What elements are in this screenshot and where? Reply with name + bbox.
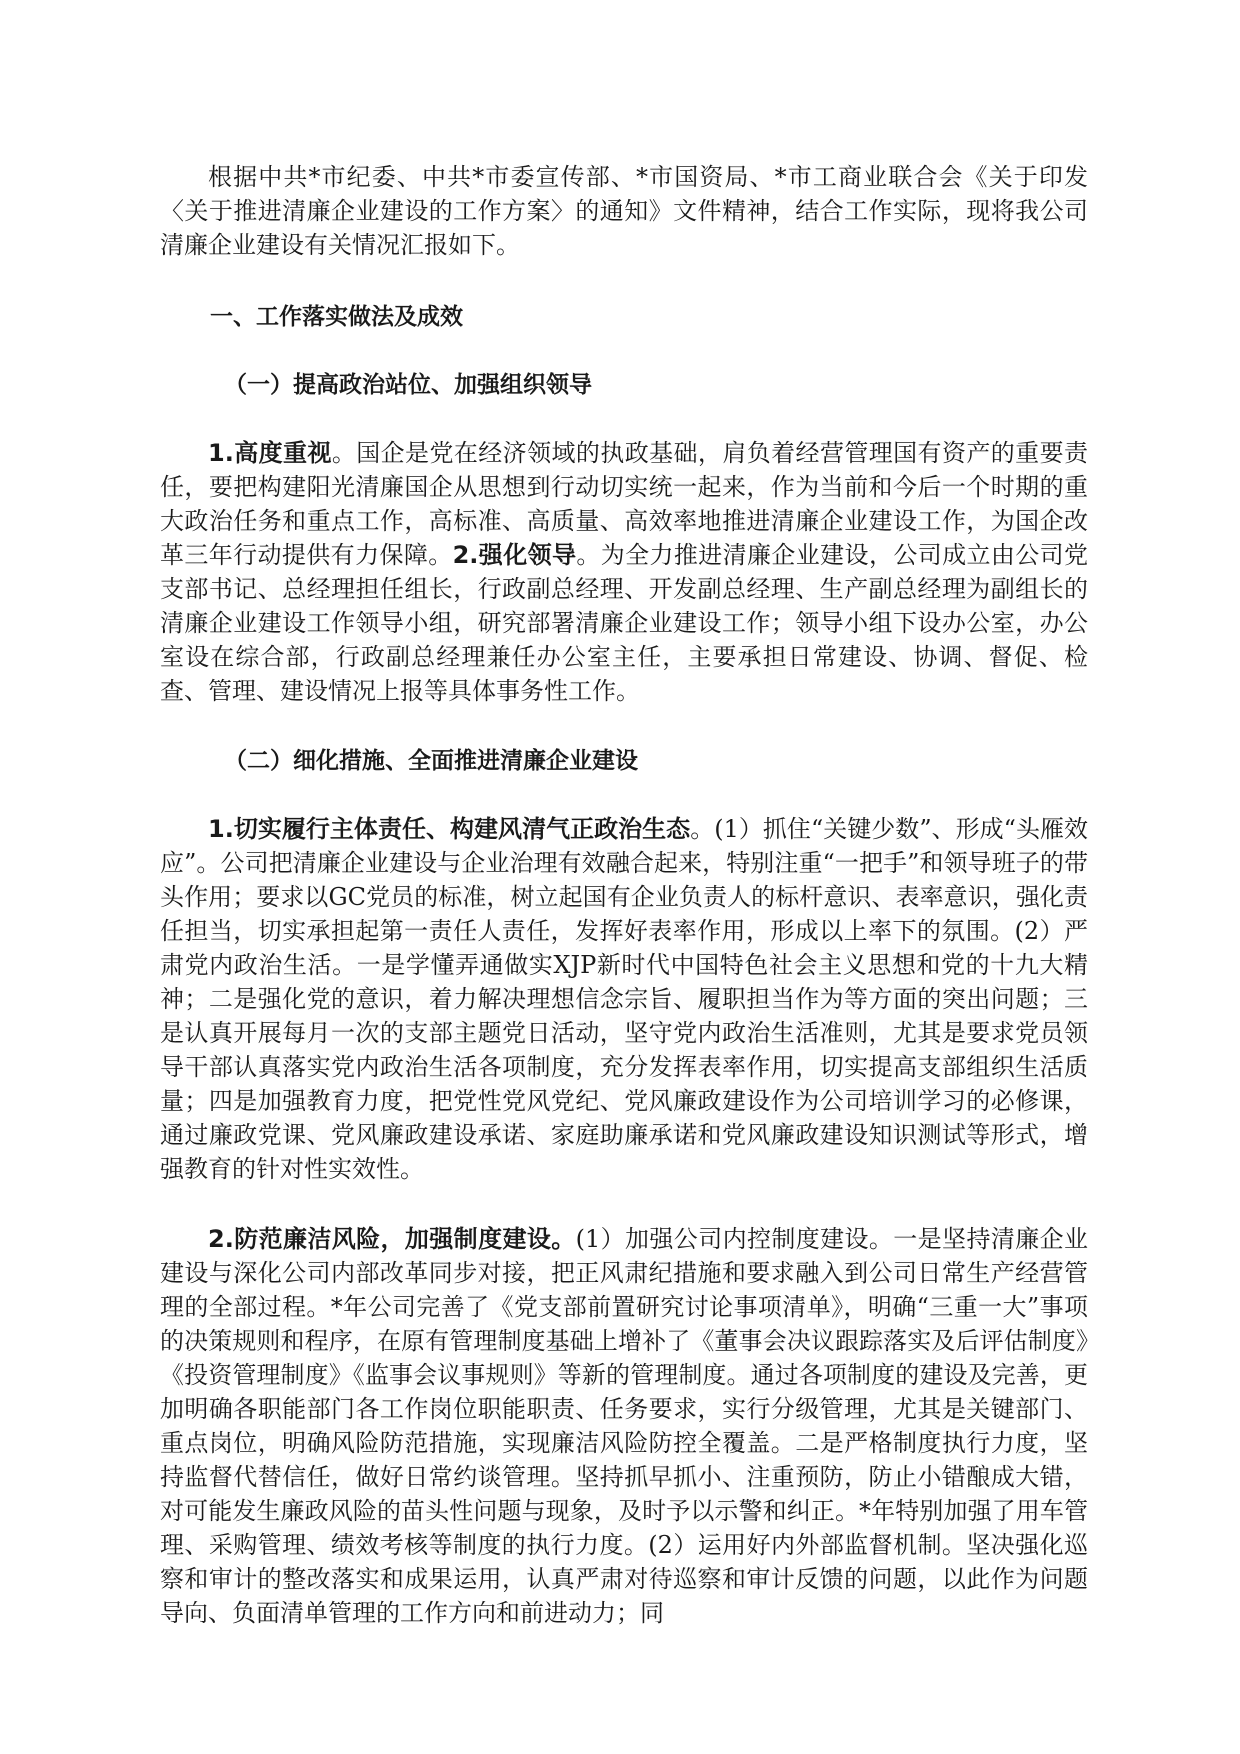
subsection-1-paragraph xyxy=(160,436,1088,708)
item-lead-main-responsibility: 1.切实履行主体责任、构建风清气正政治生态 xyxy=(208,815,691,843)
item-lead-high-attention: 1.高度重视 xyxy=(208,439,332,467)
item-lead-strengthen-leadership: 2.强化领导 xyxy=(452,541,577,569)
subsection-heading-1: （一）提高政治站位、加强组织领导 xyxy=(224,372,592,398)
subsection-heading-2: （二）细化措施、全面推进清廉企业建设 xyxy=(224,748,638,774)
document-page xyxy=(160,160,1088,1630)
section-heading-1: 一、工作落实做法及成效 xyxy=(210,304,463,330)
item-text-integrity-risk: (1）加强公司内控制度建设。一是坚持清廉企业建设与深化公司内部改革同步对接，把正风肃纪措施和要求融入到公司日常生产经营管理的全部过程。*年公司完善了《党支部前置研究讨论事项清单》，明确“三重一大”事项的决策规则和程序，在原有管理制度基础上增补了《董事会决议跟踪落实及后评估制度》《投资管理制度》《监事会议事规则》等新的管理制度。通过各项制度的建设及完善，更加明确各职能部门各工作岗位职能职责、任务要求，实行分级管理，尤其是关键部门、重点岗位，明确风险防范措施，实现廉洁风险防控全覆盖。二是严格制度执行力度，坚持监督代替信任，做好日常约谈管理。坚持抓早抓小、注重预防，防止小错酿成大错，对可能发生廉政风险的苗头性问题与现象，及时予以示警和纠正。*年特别加强了用车管理、采购管理、绩效考核等制度的执行力度。(2）运用好内外部监督机制。坚决强化巡察和审计的整改落实和成果运用，认真严肃对待巡察和审计反馈的问题，以此作为问题导向、负面清单管理的工作方向和前进动力；同 xyxy=(160,1225,1088,1627)
subsection-2-paragraph-1 xyxy=(160,812,1088,1186)
intro-paragraph: 根据中共*市纪委、中共*市委宣传部、*市国资局、*市工商业联合会《关于印发〈关于推进清廉企业建设的工作方案〉的通知》文件精神，结合工作实际，现将我公司清廉企业建设有关情况汇报如下。 xyxy=(160,163,1088,259)
item-text-main-responsibility: 。(1）抓住“关键少数”、形成“头雁效应”。公司把清廉企业建设与企业治理有效融合起来，特别注重“一把手”和领导班子的带头作用；要求以GC党员的标准，树立起国有企业负责人的标杆意识、表率意识，强化责任担当，切实承担起第一责任人责任，发挥好表率作用，形成以上率下的氛围。(2）严肃党内政治生活。一是学懂弄通做实XJP新时代中国特色社会主义思想和党的十九大精神；二是强化党的意识，着力解决理想信念宗旨、履职担当作为等方面的突出问题；三是认真开展每月一次的支部主题党日活动，坚守党内政治生活准则，尤其是要求党员领导干部认真落实党内政治生活各项制度，充分发挥表率作用，切实提高支部组织生活质量；四是加强教育力度，把党性党风党纪、党风廉政建设作为公司培训学习的必修课，通过廉政党课、党风廉政建设承诺、家庭助廉承诺和党风廉政建设知识测试等形式，增强教育的针对性实效性。 xyxy=(160,815,1088,1183)
item-lead-integrity-risk: 2.防范廉洁风险，加强制度建设。 xyxy=(208,1225,576,1253)
item-text-strengthen-leadership: 。为全力推进清廉企业建设，公司成立由公司党支部书记、总经理担任组长，行政副总经理、开发副总经理、生产副总经理为副组长的清廉企业建设工作领导小组，研究部署清廉企业建设工作；领导小组下设办公室，办公室设在综合部，行政副总经理兼任办公室主任，主要承担日常建设、协调、督促、检查、管理、建设情况上报等具体事务性工作。 xyxy=(160,541,1089,705)
item-text-high-attention: 。国企是党在经济领域的执政基础，肩负着经营管理国有资产的重要责任，要把构建阳光清廉国企从思想到行动切实统一起来，作为当前和今后一个时期的重大政治任务和重点工作，高标准、高质量、高效率地推进清廉企业建设工作，为国企改革三年行动提供有力保障。 xyxy=(160,439,1088,569)
subsection-2-paragraph-2 xyxy=(160,1222,1088,1630)
